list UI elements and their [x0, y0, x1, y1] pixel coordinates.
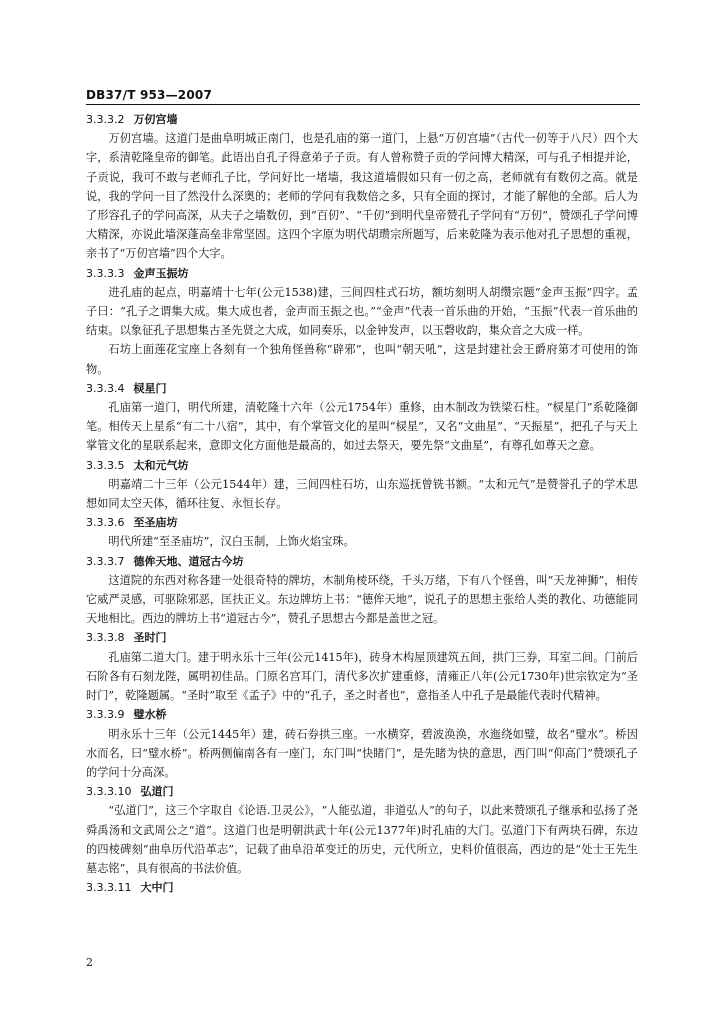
section-number: 3.3.3.7 [86, 554, 125, 568]
section-heading [86, 628, 638, 647]
section-title: 太和元气坊 [133, 458, 189, 472]
section-paragraph: “弘道门”，这三个字取自《论语.卫灵公》，“人能弘道，非道弘人”的句子，以此来赞颂孔子继承和弘扬了尧舜禹汤和文武周公之“道”。这道门也是明朝洪武十年(公元1377年)时孔庙的大门。弘道门下有两块石碑，东边的四棱碑刻“曲阜历代沿革志”，记载了曲阜沿革变迁的历史，元代所立，史料价值很高，西边的是“处士王先生墓志铭”，具有很高的书法价值。 [86, 804, 638, 875]
section-title: 金声玉振坊 [133, 266, 189, 280]
section-number: 3.3.3.4 [86, 381, 125, 395]
section-heading [86, 513, 638, 532]
section-title: 璧水桥 [133, 708, 167, 722]
section-number: 3.3.3.9 [86, 708, 125, 722]
section-title: 棂星门 [133, 381, 167, 395]
section-paragraph: 明永乐十三年（公元1445年）建，砖石券拱三座。一水横穿，碧波涣涣，水迤绕如璧，故名“璧水”。桥因水而名，曰“璧水桥”。桥两侧偏南各有一座门，东门叫“快睹门”，是先睹为快的意思，西门叫“仰高门”赞颂孔子的学问十分高深。 [86, 727, 638, 779]
section-paragraph: 孔庙第一道门，明代所建，清乾隆十六年（公元1754年）重修，由木制改为铁梁石柱。“棂星门”系乾隆御笔。相传天上星系“有二十八宿”，其中，有个掌管文化的星叫“棂星”，又名“文曲星”、“天振星”，把孔子与天上掌管文化的星联系起来，意即文化方面他是最高的，如过去祭天，要先祭“文曲星”，有尊孔如尊天之意。 [86, 401, 638, 453]
section-title: 弘道门 [140, 785, 174, 799]
section-number: 3.3.3.6 [86, 516, 125, 530]
section-paragraph: 万仞宫墙。这道门是曲阜明城正南门，也是孔庙的第一道门，上悬“万仞宫墙”（古代一仞等于八尺）四个大字，系清乾隆皇帝的御笔。此语出自孔子得意弟子子贡。有人曾称赞子贡的学问博大精深，可与孔子相提并论，子贡说，我可不敢与老师孔子比，学问好比一堵墙，我这道墙假如只有一仞之高，老师就有有数仞之高。就是说，我的学问一目了然没什么深奥的；老师的学问有我数倍之多，只有全面的探讨，才能了解他的全部。后人为了形容孔子的学问高深，从夫子之墙数仞，到“百仞”、“千仞”到明代皇帝赞孔子学问有“万仞”，赞颂孔子学问博大精深，亦说此墙深蓬高垒非常坚固。这四个字原为明代胡瓒宗所题写，后来乾隆为表示他对孔子思想的重视，亲书了“万仞宫墙”四个大字。 [86, 132, 638, 261]
section-number: 3.3.3.3 [86, 266, 125, 280]
section-heading [86, 897, 638, 916]
section-number: 3.3.3.2 [86, 113, 125, 126]
section-paragraph: 进孔庙的起点，明嘉靖十七年(公元1538)建，三间四柱式石坊，额坊刻明人胡缵宗题“金声玉振”四字。孟子曰：“孔子之谓集大成。集大成也者，金声而玉振之也。”“金声”代表一首乐曲的开始，“玉振”代表一首乐曲的结束。以象征孔子思想集古圣先贤之大成，如同奏乐，以金钟发声，以玉磬收韵，集众音之大成一样。 [86, 285, 638, 338]
section-heading [86, 552, 638, 571]
page-number: 2 [86, 956, 93, 969]
section-heading [86, 110, 638, 129]
section-heading [86, 264, 638, 283]
section-number: 3.3.3.8 [86, 631, 125, 645]
section-title: 至圣庙坊 [133, 516, 178, 530]
header-rule [86, 104, 640, 105]
section-paragraph: 孔庙第二道大门。建于明永乐十三年(公元1415年)，砖身木构屋顶建筑五间，拱门三券，耳室二间。门前后石阶各有石刻龙陛，属明初佳品。门原名宫耳门，清代多次扩建重修，清雍正八年(公元1730年)世宗钦定为“圣时门”，乾隆题属。“圣时”取至《孟子》中的“孔子，圣之时者也”，意指圣人中孔子是最能代表时代精神。 [86, 650, 638, 703]
section-title: 德侔天地、道冠古今坊 [133, 554, 244, 568]
section-number: 3.3.3.5 [86, 458, 125, 472]
section-number: 3.3.3.10 [86, 785, 132, 799]
section-title: 大中门 [140, 881, 174, 895]
section-paragraph: 这道院的东西对称各建一处很奇特的牌坊，木制角棱环绕，千头万绪，下有八个怪兽，叫“天龙神狮”，相传它威严灵感，可驱除邪恶，匡扶正义。东边牌坊上书：“德侔天地”，说孔子的思想主张给人类的教化、功德能同天地相比。西边的牌坊上书“道冠古今”，赞孔子思想古今都是盖世之冠。 [86, 573, 638, 626]
section-heading [86, 379, 638, 398]
section-heading [86, 456, 638, 475]
section-title: 万仞宫墙 [133, 113, 178, 126]
section-heading [86, 705, 638, 724]
section-number: 3.3.3.11 [86, 881, 132, 895]
section-heading [86, 782, 638, 801]
section-paragraph: 明嘉靖二十三年（公元1544年）建，三间四柱石坊，山东巡抚曾铣书额。“太和元气”是赞誉孔子的学术思想如同太空天体，循环往复、永恒长存。 [86, 477, 638, 511]
section-paragraph: 明代所建“至圣庙坊”，汉白玉制，上饰火焰宝珠。 [108, 535, 355, 549]
document-body [86, 110, 638, 917]
section-paragraph: 石坊上面莲花宝座上各刻有一个独角怪兽称“辟邪”，也叫“朝天吼”，这是封建社会王爵府第才可使用的饰物。 [86, 343, 638, 376]
standard-code-header: DB37/T 953—2007 [86, 88, 212, 102]
section-title: 圣时门 [133, 631, 167, 645]
section-heading [86, 878, 638, 897]
